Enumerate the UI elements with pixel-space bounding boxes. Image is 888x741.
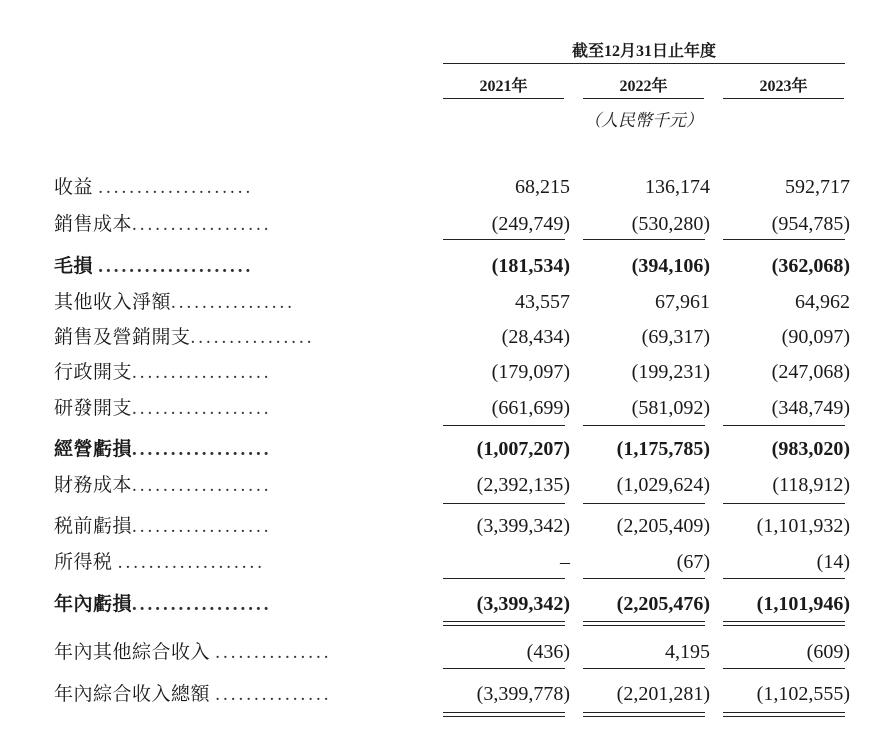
value-2023: (954,785) xyxy=(771,213,850,235)
value-2022: (2,205,409) xyxy=(616,515,710,537)
value-2022: (2,201,281) xyxy=(616,683,710,705)
value-2023: (1,102,555) xyxy=(756,683,850,705)
value-2021: 68,215 xyxy=(515,176,570,198)
value-2021: (179,097) xyxy=(491,361,570,383)
row-label: 年內其他綜合收入 ............... xyxy=(54,642,332,663)
total-double-rule xyxy=(443,716,565,717)
total-double-rule xyxy=(723,712,845,713)
value-2022: (530,280) xyxy=(631,213,710,235)
value-2023: (609) xyxy=(806,641,850,663)
total-double-rule xyxy=(583,712,705,713)
value-2023: (1,101,946) xyxy=(756,593,850,615)
row-label: 所得税 ................... xyxy=(54,552,266,573)
row-label: 其他收入淨額................ xyxy=(54,292,296,313)
row-label: 銷售及營銷開支................ xyxy=(54,327,315,348)
value-2021: (249,749) xyxy=(491,213,570,235)
subtotal-rule xyxy=(723,239,845,240)
value-2022: 4,195 xyxy=(665,641,710,663)
subtotal-rule xyxy=(443,503,565,504)
value-2023: (983,020) xyxy=(771,438,850,460)
subtotal-rule xyxy=(443,239,565,240)
subtotal-rule xyxy=(723,668,845,669)
value-2021: – xyxy=(560,551,570,573)
total-double-rule xyxy=(443,625,565,626)
subtotal-rule xyxy=(443,668,565,669)
subtotal-rule xyxy=(583,503,705,504)
row-label: 毛損 .................... xyxy=(54,256,254,277)
table-row xyxy=(0,248,888,285)
table-row xyxy=(0,508,888,545)
subtotal-rule xyxy=(583,425,705,426)
value-2021: (181,534) xyxy=(491,255,570,277)
year-header-2022: 2022年 xyxy=(619,78,668,95)
total-double-rule xyxy=(583,625,705,626)
row-label: 財務成本.................. xyxy=(54,475,272,496)
table-row xyxy=(0,467,888,504)
total-double-rule xyxy=(583,716,705,717)
value-2022: (69,317) xyxy=(641,326,710,348)
subtotal-rule xyxy=(583,668,705,669)
value-2022: (199,231) xyxy=(631,361,710,383)
period-heading: 截至12月31日止年度 xyxy=(571,43,716,60)
value-2022: (1,175,785) xyxy=(616,438,710,460)
table-row xyxy=(0,169,888,206)
row-label: 經營虧損.................. xyxy=(54,439,272,460)
value-2021: (3,399,342) xyxy=(476,515,570,537)
table-row xyxy=(0,354,888,391)
table-row xyxy=(0,319,888,356)
table-row xyxy=(0,206,888,243)
table-row xyxy=(0,586,888,623)
subtotal-rule xyxy=(583,578,705,579)
total-double-rule xyxy=(443,621,565,622)
row-label: 研發開支.................. xyxy=(54,398,272,419)
subtotal-rule xyxy=(723,425,845,426)
total-double-rule xyxy=(443,712,565,713)
table-row xyxy=(0,431,888,468)
row-label: 收益 .................... xyxy=(54,177,254,198)
value-2021: (3,399,342) xyxy=(476,593,570,615)
value-2023: (348,749) xyxy=(771,397,850,419)
value-2023: (118,912) xyxy=(772,474,850,496)
unit-label: （人民幣千元） xyxy=(584,111,703,130)
row-label: 年內虧損.................. xyxy=(54,594,272,615)
total-double-rule xyxy=(723,625,845,626)
row-label: 銷售成本.................. xyxy=(54,214,272,235)
value-2022: (1,029,624) xyxy=(616,474,710,496)
value-2021: (28,434) xyxy=(501,326,570,348)
year-header-rule xyxy=(583,98,704,99)
row-label: 行政開支.................. xyxy=(54,362,272,383)
value-2021: (661,699) xyxy=(491,397,570,419)
subtotal-rule xyxy=(723,503,845,504)
subtotal-rule xyxy=(443,578,565,579)
value-2022: 67,961 xyxy=(655,291,710,313)
value-2022: (581,092) xyxy=(631,397,710,419)
table-row xyxy=(0,390,888,427)
value-2023: 64,962 xyxy=(795,291,850,313)
subtotal-rule xyxy=(723,578,845,579)
year-header-2023: 2023年 xyxy=(759,78,808,95)
value-2023: (14) xyxy=(816,551,850,573)
value-2022: (394,106) xyxy=(631,255,710,277)
value-2023: (1,101,932) xyxy=(756,515,850,537)
value-2022: (2,205,476) xyxy=(616,593,710,615)
value-2021: (436) xyxy=(526,641,570,663)
value-2023: 592,717 xyxy=(785,176,850,198)
value-2023: (90,097) xyxy=(781,326,850,348)
table-row xyxy=(0,634,888,671)
table-row xyxy=(0,284,888,321)
value-2023: (247,068) xyxy=(771,361,850,383)
total-double-rule xyxy=(723,621,845,622)
value-2021: (1,007,207) xyxy=(476,438,570,460)
year-header-2021: 2021年 xyxy=(479,78,528,95)
subtotal-rule xyxy=(583,239,705,240)
value-2021: (2,392,135) xyxy=(476,474,570,496)
value-2022: (67) xyxy=(676,551,710,573)
year-header-rule xyxy=(723,98,844,99)
total-double-rule xyxy=(723,716,845,717)
year-header-rule xyxy=(443,98,564,99)
value-2022: 136,174 xyxy=(645,176,710,198)
period-heading-rule xyxy=(443,63,845,64)
value-2023: (362,068) xyxy=(771,255,850,277)
table-row xyxy=(0,544,888,581)
table-row xyxy=(0,676,888,713)
row-label: 年內綜合收入總額 ............... xyxy=(54,684,332,705)
total-double-rule xyxy=(583,621,705,622)
value-2021: (3,399,778) xyxy=(476,683,570,705)
row-label: 税前虧損.................. xyxy=(54,516,272,537)
subtotal-rule xyxy=(443,425,565,426)
value-2021: 43,557 xyxy=(515,291,570,313)
